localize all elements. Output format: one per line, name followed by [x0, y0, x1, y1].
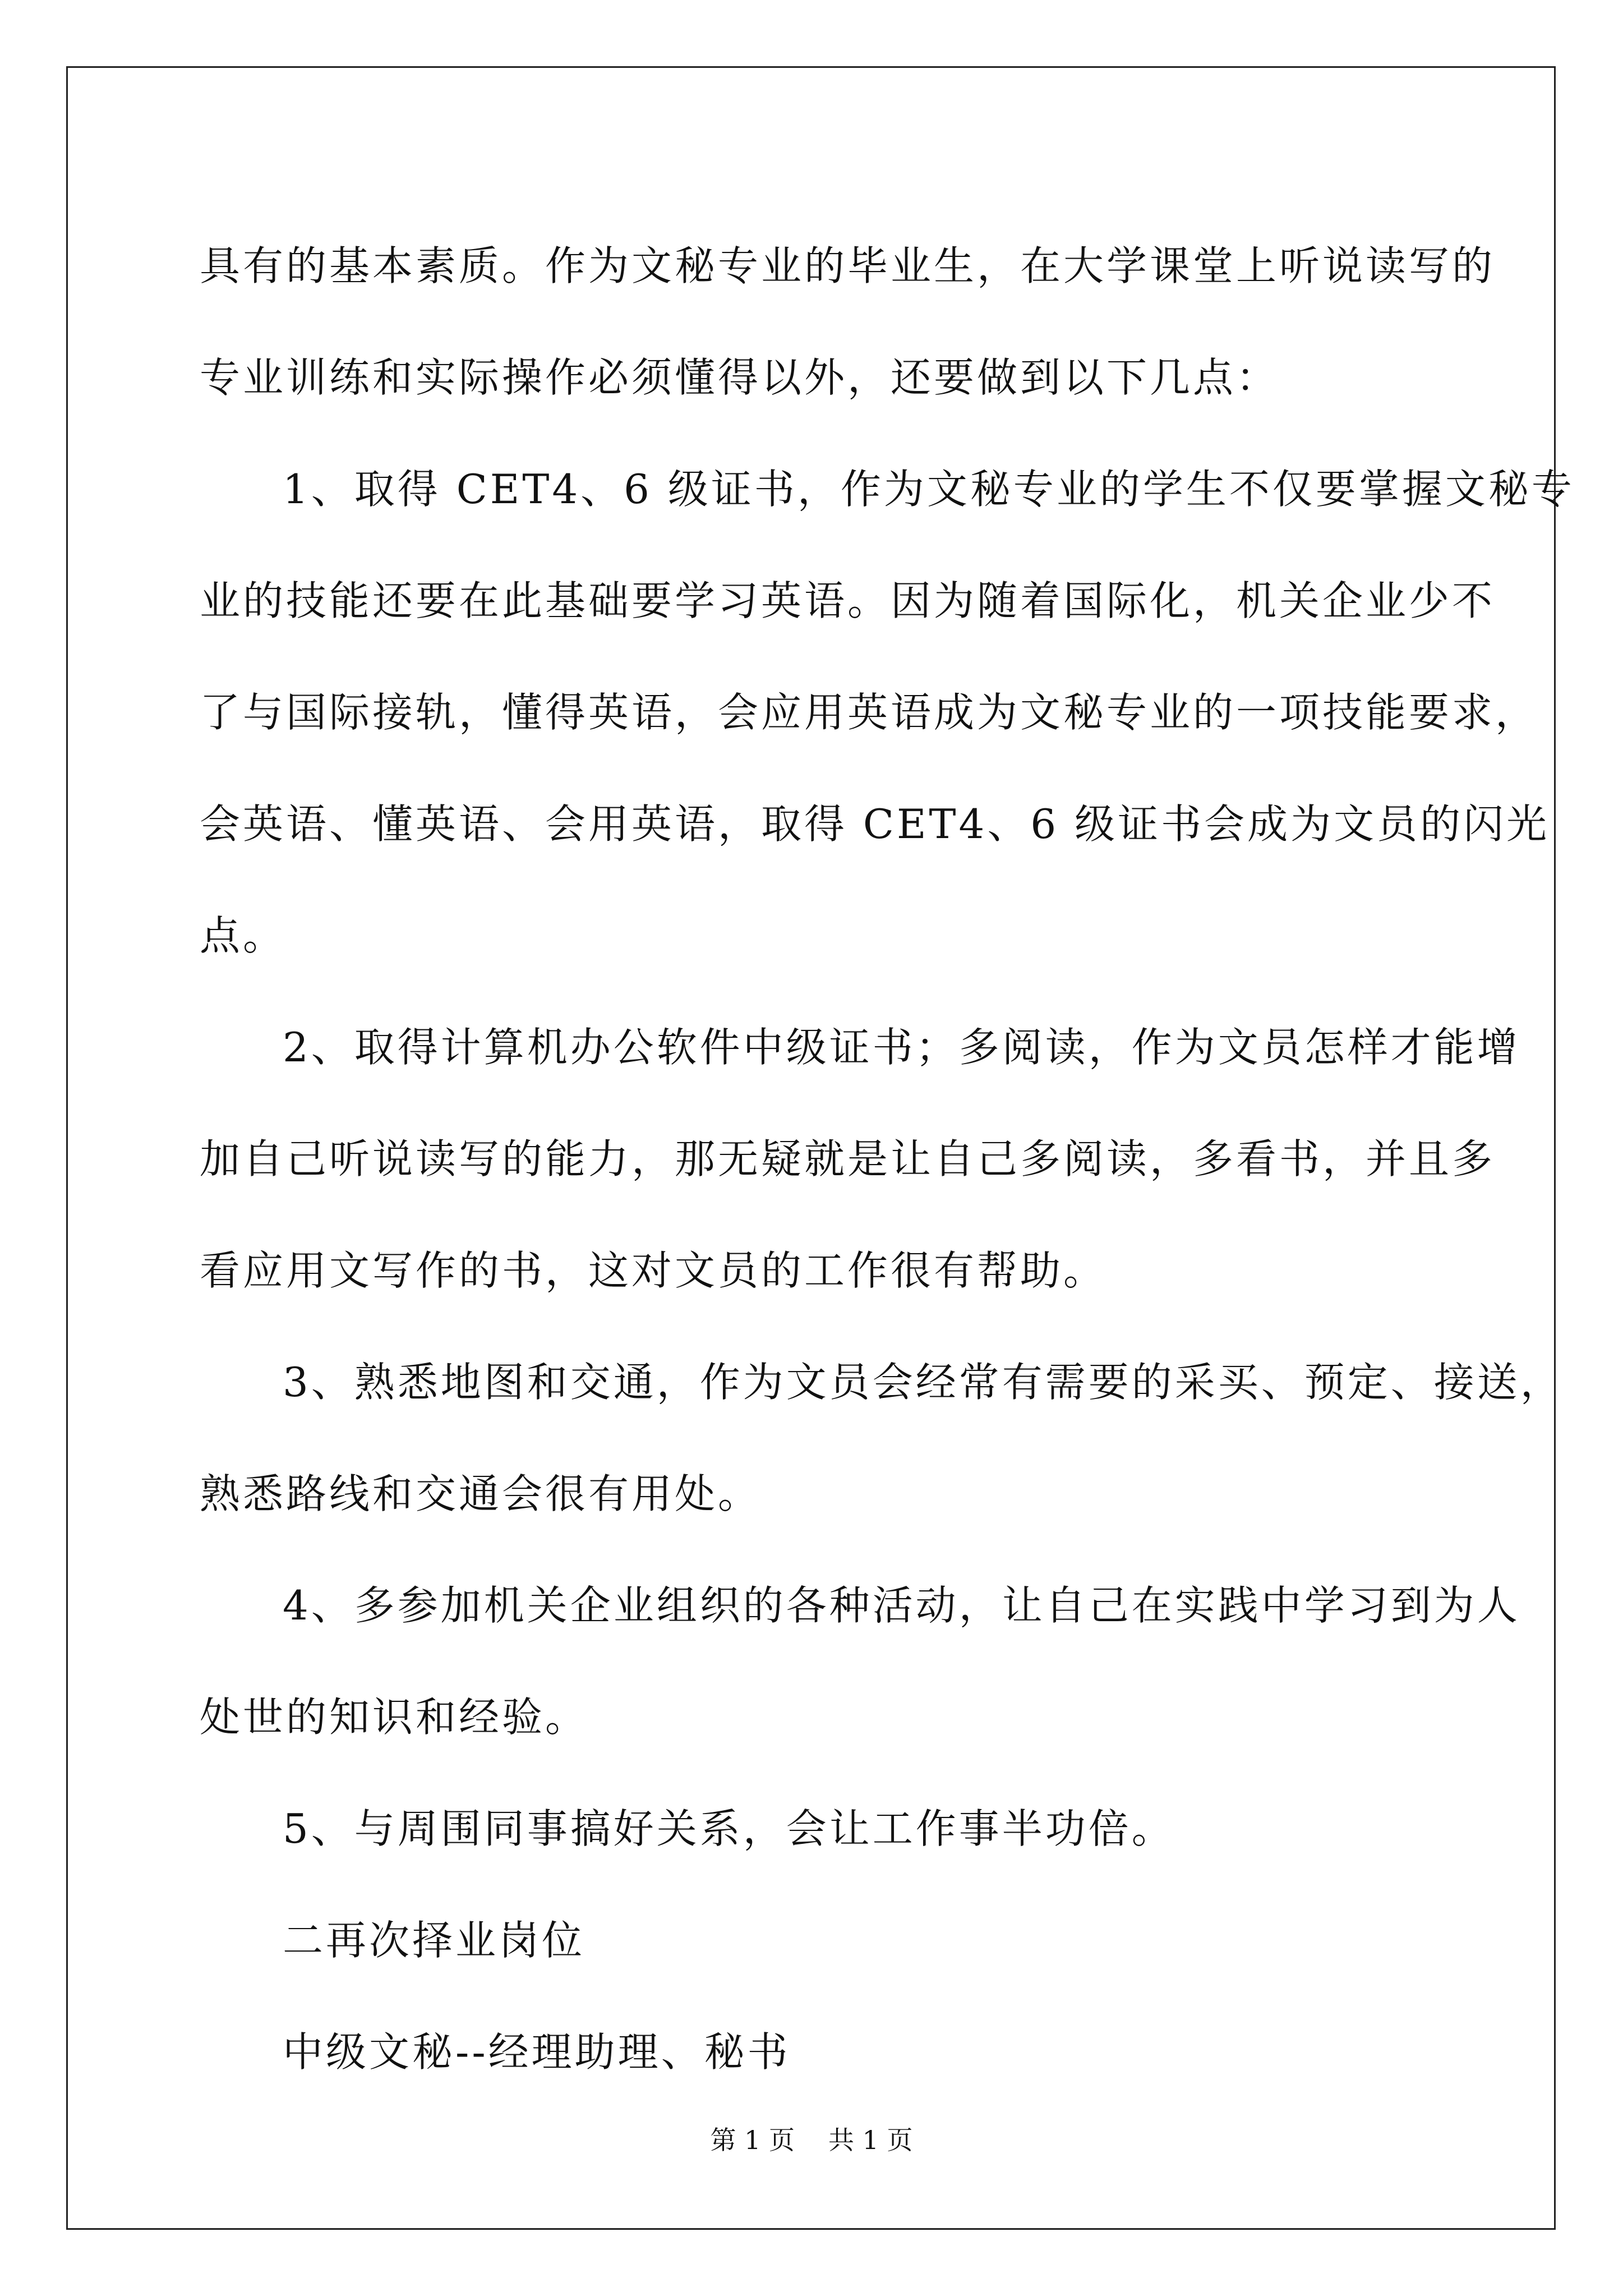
section-heading: 二再次择业岗位 — [283, 1917, 585, 1964]
paragraph-line: 看应用文写作的书，这对文员的工作很有帮助。 — [200, 1247, 1107, 1294]
paragraph-line: 4、多参加机关企业组织的各种活动，让自己在实践中学习到为人 — [283, 1582, 1520, 1629]
paragraph-line: 业的技能还要在此基础要学习英语。因为随着国际化，机关企业少不 — [200, 577, 1496, 624]
document-body — [200, 210, 1575, 2108]
page-footer — [0, 2123, 1623, 2157]
paragraph-line: 处世的知识和经验。 — [200, 1694, 589, 1741]
paragraph-line: 3、熟悉地图和交通，作为文员会经常有需要的采买、预定、接送， — [283, 1359, 1564, 1406]
paragraph-line: 了与国际接轨，懂得英语，会应用英语成为文秘专业的一项技能要求， — [200, 689, 1539, 736]
paragraph-line: 专业训练和实际操作必须懂得以外，还要做到以下几点： — [200, 354, 1280, 401]
page-total: 共 1 页 — [828, 2125, 913, 2155]
page-number: 第 1 页 — [710, 2125, 795, 2155]
paragraph-line: 熟悉路线和交通会很有用处。 — [200, 1470, 762, 1517]
paragraph-line: 会英语、懂英语、会用英语，取得 CET4、6 级证书会成为文员的闪光 — [200, 800, 1550, 848]
paragraph-line: 5、与周围同事搞好关系，会让工作事半功倍。 — [283, 1805, 1175, 1852]
paragraph-line: 加自己听说读写的能力，那无疑就是让自己多阅读，多看书，并且多 — [200, 1135, 1496, 1182]
paragraph-line: 具有的基本素质。作为文秘专业的毕业生，在大学课堂上听说读写的 — [200, 242, 1496, 289]
paragraph-line: 1、取得 CET4、6 级证书，作为文秘专业的学生不仅要掌握文秘专 — [283, 466, 1575, 513]
subsection-heading: 中级文秘--经理助理、秘书 — [283, 2028, 791, 2076]
paragraph-line: 2、取得计算机办公软件中级证书；多阅读，作为文员怎样才能增 — [283, 1024, 1520, 1071]
paragraph-line: 点。 — [200, 912, 287, 959]
